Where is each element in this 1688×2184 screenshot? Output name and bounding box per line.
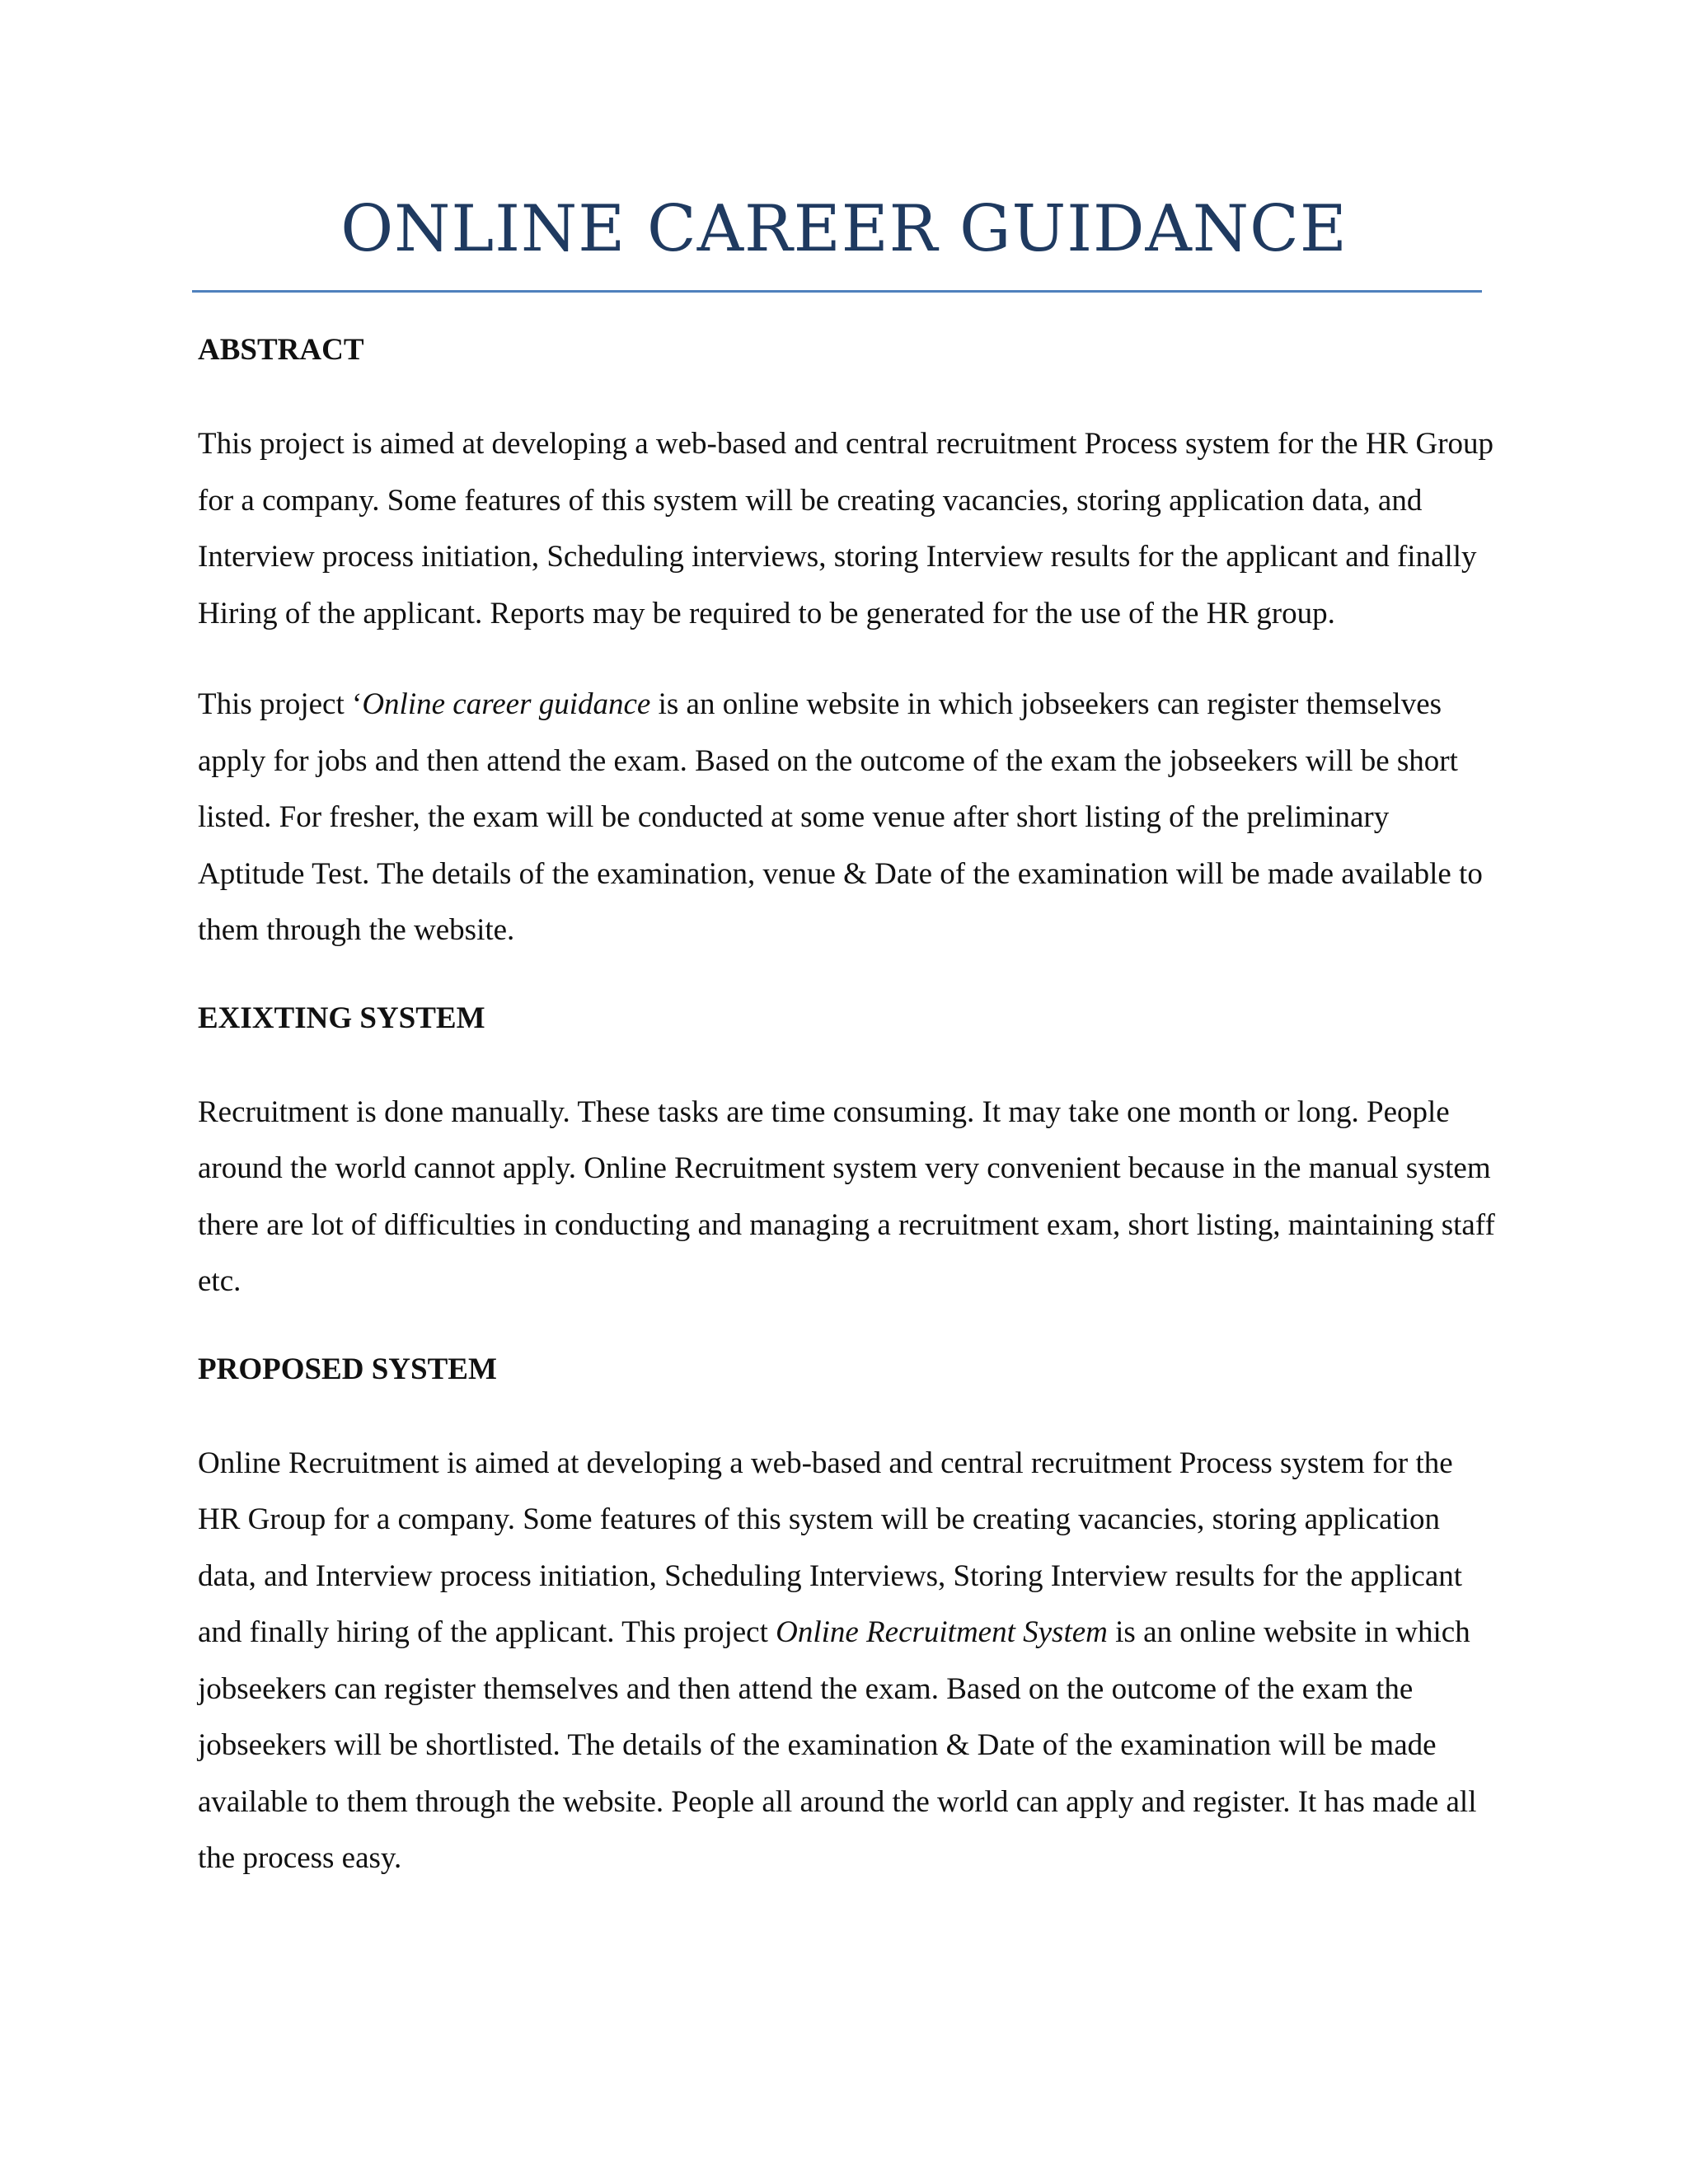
title-underline — [192, 290, 1482, 293]
abstract-p2-end: is an online website in which jobseekers can register themselves apply for jobs and then attend the exam. Based on the outcome of the exam the jobseekers will be short listed. For fresher, the exam will be conducted at some venue after short listing of the preliminary Aptitude Test. The details of the examination, venue & Date of the examination will be made available to them through the website. — [198, 687, 1483, 947]
abstract-p2-italic: Online career guidance — [362, 687, 651, 721]
existing-system-heading: EXIXTING SYSTEM — [198, 1001, 485, 1035]
document-title: ONLINE CAREER GUIDANCE — [340, 192, 1348, 266]
document-body — [198, 326, 1496, 1922]
abstract-p2-start: This project ‘ — [198, 687, 363, 721]
proposed-system-paragraph — [198, 1436, 1496, 1887]
proposed-system-heading: PROPOSED SYSTEM — [198, 1352, 497, 1386]
existing-system-paragraph: Recruitment is done manually. These tasks are time consuming. It may take one month or long. People around the world cannot apply. Online Recruitment system very convenient because in the manual system there are lot of difficulties in conducting and managing a recruitment exam, short listing, maintaining staff etc. — [198, 1094, 1495, 1298]
abstract-heading: ABSTRACT — [198, 333, 364, 367]
proposed-p1-end: is an online website in which jobseekers can register themselves and then attend the exam. Based on the outcome of the exam the jobseekers will be shortlisted. The details of the examination & Date of the examination will be made available to them through the website. People all around the world can apply and register. It has made all the process easy. — [198, 1615, 1477, 1875]
abstract-paragraph-1: This project is aimed at developing a web-based and central recruitment Process system for the HR Group for a company. Some features of this system will be creating vacancies, storing application data, and Interview process initiation, Scheduling interviews, storing Interview results for the applicant and finally Hiring of the applicant. Reports may be required to be generated for the use of the HR group. — [198, 427, 1494, 630]
abstract-paragraph-2 — [198, 677, 1496, 959]
proposed-p1-start: Online Recruitment is aimed at developing a web-based and central recruitment Process system for the HR Group for a company. Some features of this system will be creating vacancies, storing application data, and Interview process initiation, Scheduling Interviews, Storing Interview results for the applicant and finally hiring of the applicant. This project — [198, 1446, 1463, 1649]
proposed-p1-italic: Online Recruitment System — [776, 1615, 1108, 1649]
